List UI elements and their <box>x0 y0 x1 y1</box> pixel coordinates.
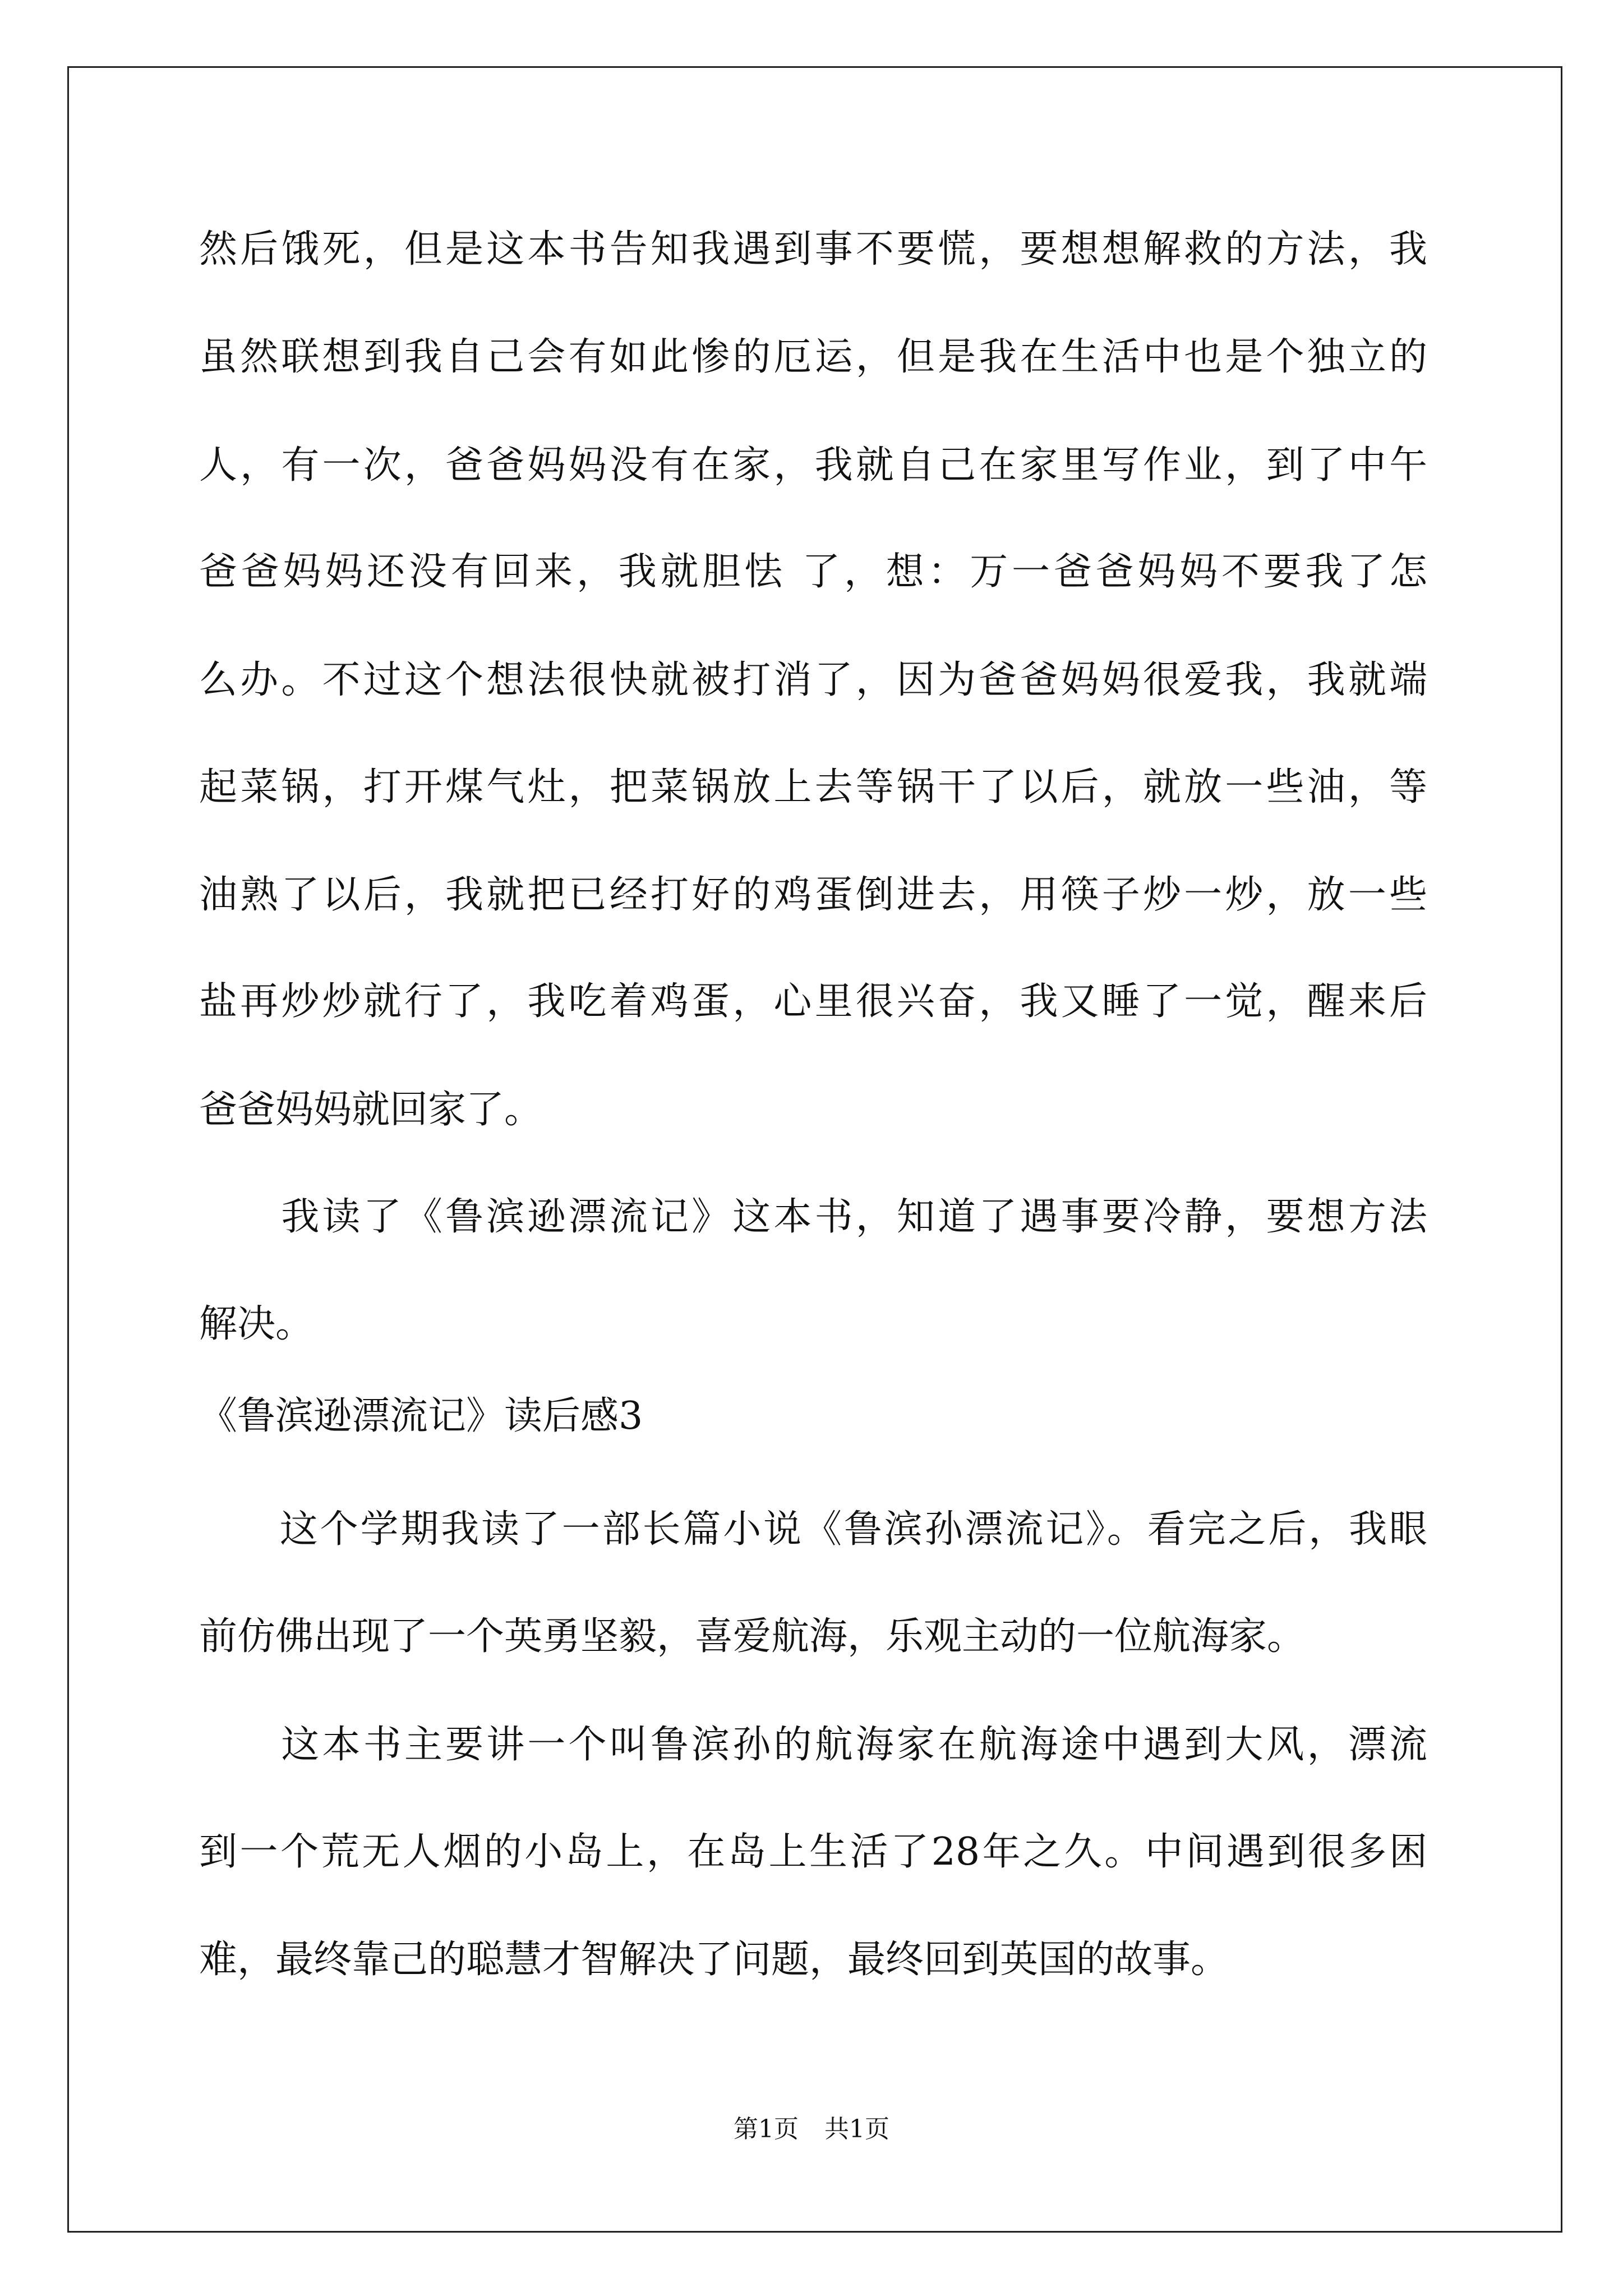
text-line: 爸爸妈妈就回家了。 <box>199 1088 543 1132</box>
text-line: 起菜锅，打开煤气灶，把菜锅放上去等锅干了以后，就放一些油，等 <box>199 765 1427 809</box>
text-line: 然后饿死，但是这本书告知我遇到事不要慌，要想想解救的方法，我 <box>199 227 1427 272</box>
text-line: 盐再炒炒就行了，我吃着鸡蛋，心里很兴奋，我又睡了一觉，醒来后 <box>199 979 1427 1024</box>
page-number: 第1页 <box>734 2115 799 2143</box>
text-line: 油熟了以后，我就把已经打好的鸡蛋倒进去，用筷子炒一炒，放一些 <box>199 873 1427 917</box>
text-line: 么办。不过这个想法很快就被打消了，因为爸爸妈妈很爱我，我就端 <box>199 658 1427 702</box>
page-total: 共1页 <box>824 2115 889 2143</box>
page-footer <box>0 2114 1623 2145</box>
text-line: 这个学期我读了一部长篇小说《鲁滨孙漂流记》。看完之后，我眼 <box>199 1507 1427 1552</box>
page-border <box>67 66 1562 2233</box>
text-line: 这本书主要讲一个叫鲁滨孙的航海家在航海途中遇到大风，漂流 <box>199 1723 1427 1767</box>
text-line: 到一个荒无人烟的小岛上，在岛上生活了28年之久。中间遇到很多困 <box>199 1830 1427 1874</box>
text-line: 人，有一次，爸爸妈妈没有在家，我就自己在家里写作业，到了中午 <box>199 443 1427 487</box>
text-line: 爸爸妈妈还没有回来，我就胆怯 了，想：万一爸爸妈妈不要我了怎 <box>199 550 1427 594</box>
text-line: 难，最终靠己的聪慧才智解决了问题，最终回到英国的故事。 <box>199 1938 1229 1982</box>
section-heading: 《鲁滨逊漂流记》读后感3 <box>199 1394 643 1438</box>
text-line: 前仿佛出现了一个英勇坚毅，喜爱航海，乐观主动的一位航海家。 <box>199 1614 1306 1659</box>
text-line: 解决。 <box>199 1302 314 1346</box>
text-line: 虽然联想到我自己会有如此惨的厄运，但是我在生活中也是个独立的 <box>199 335 1427 379</box>
text-line: 我读了《鲁滨逊漂流记》这本书，知道了遇事要冷静，要想方法 <box>199 1195 1427 1239</box>
